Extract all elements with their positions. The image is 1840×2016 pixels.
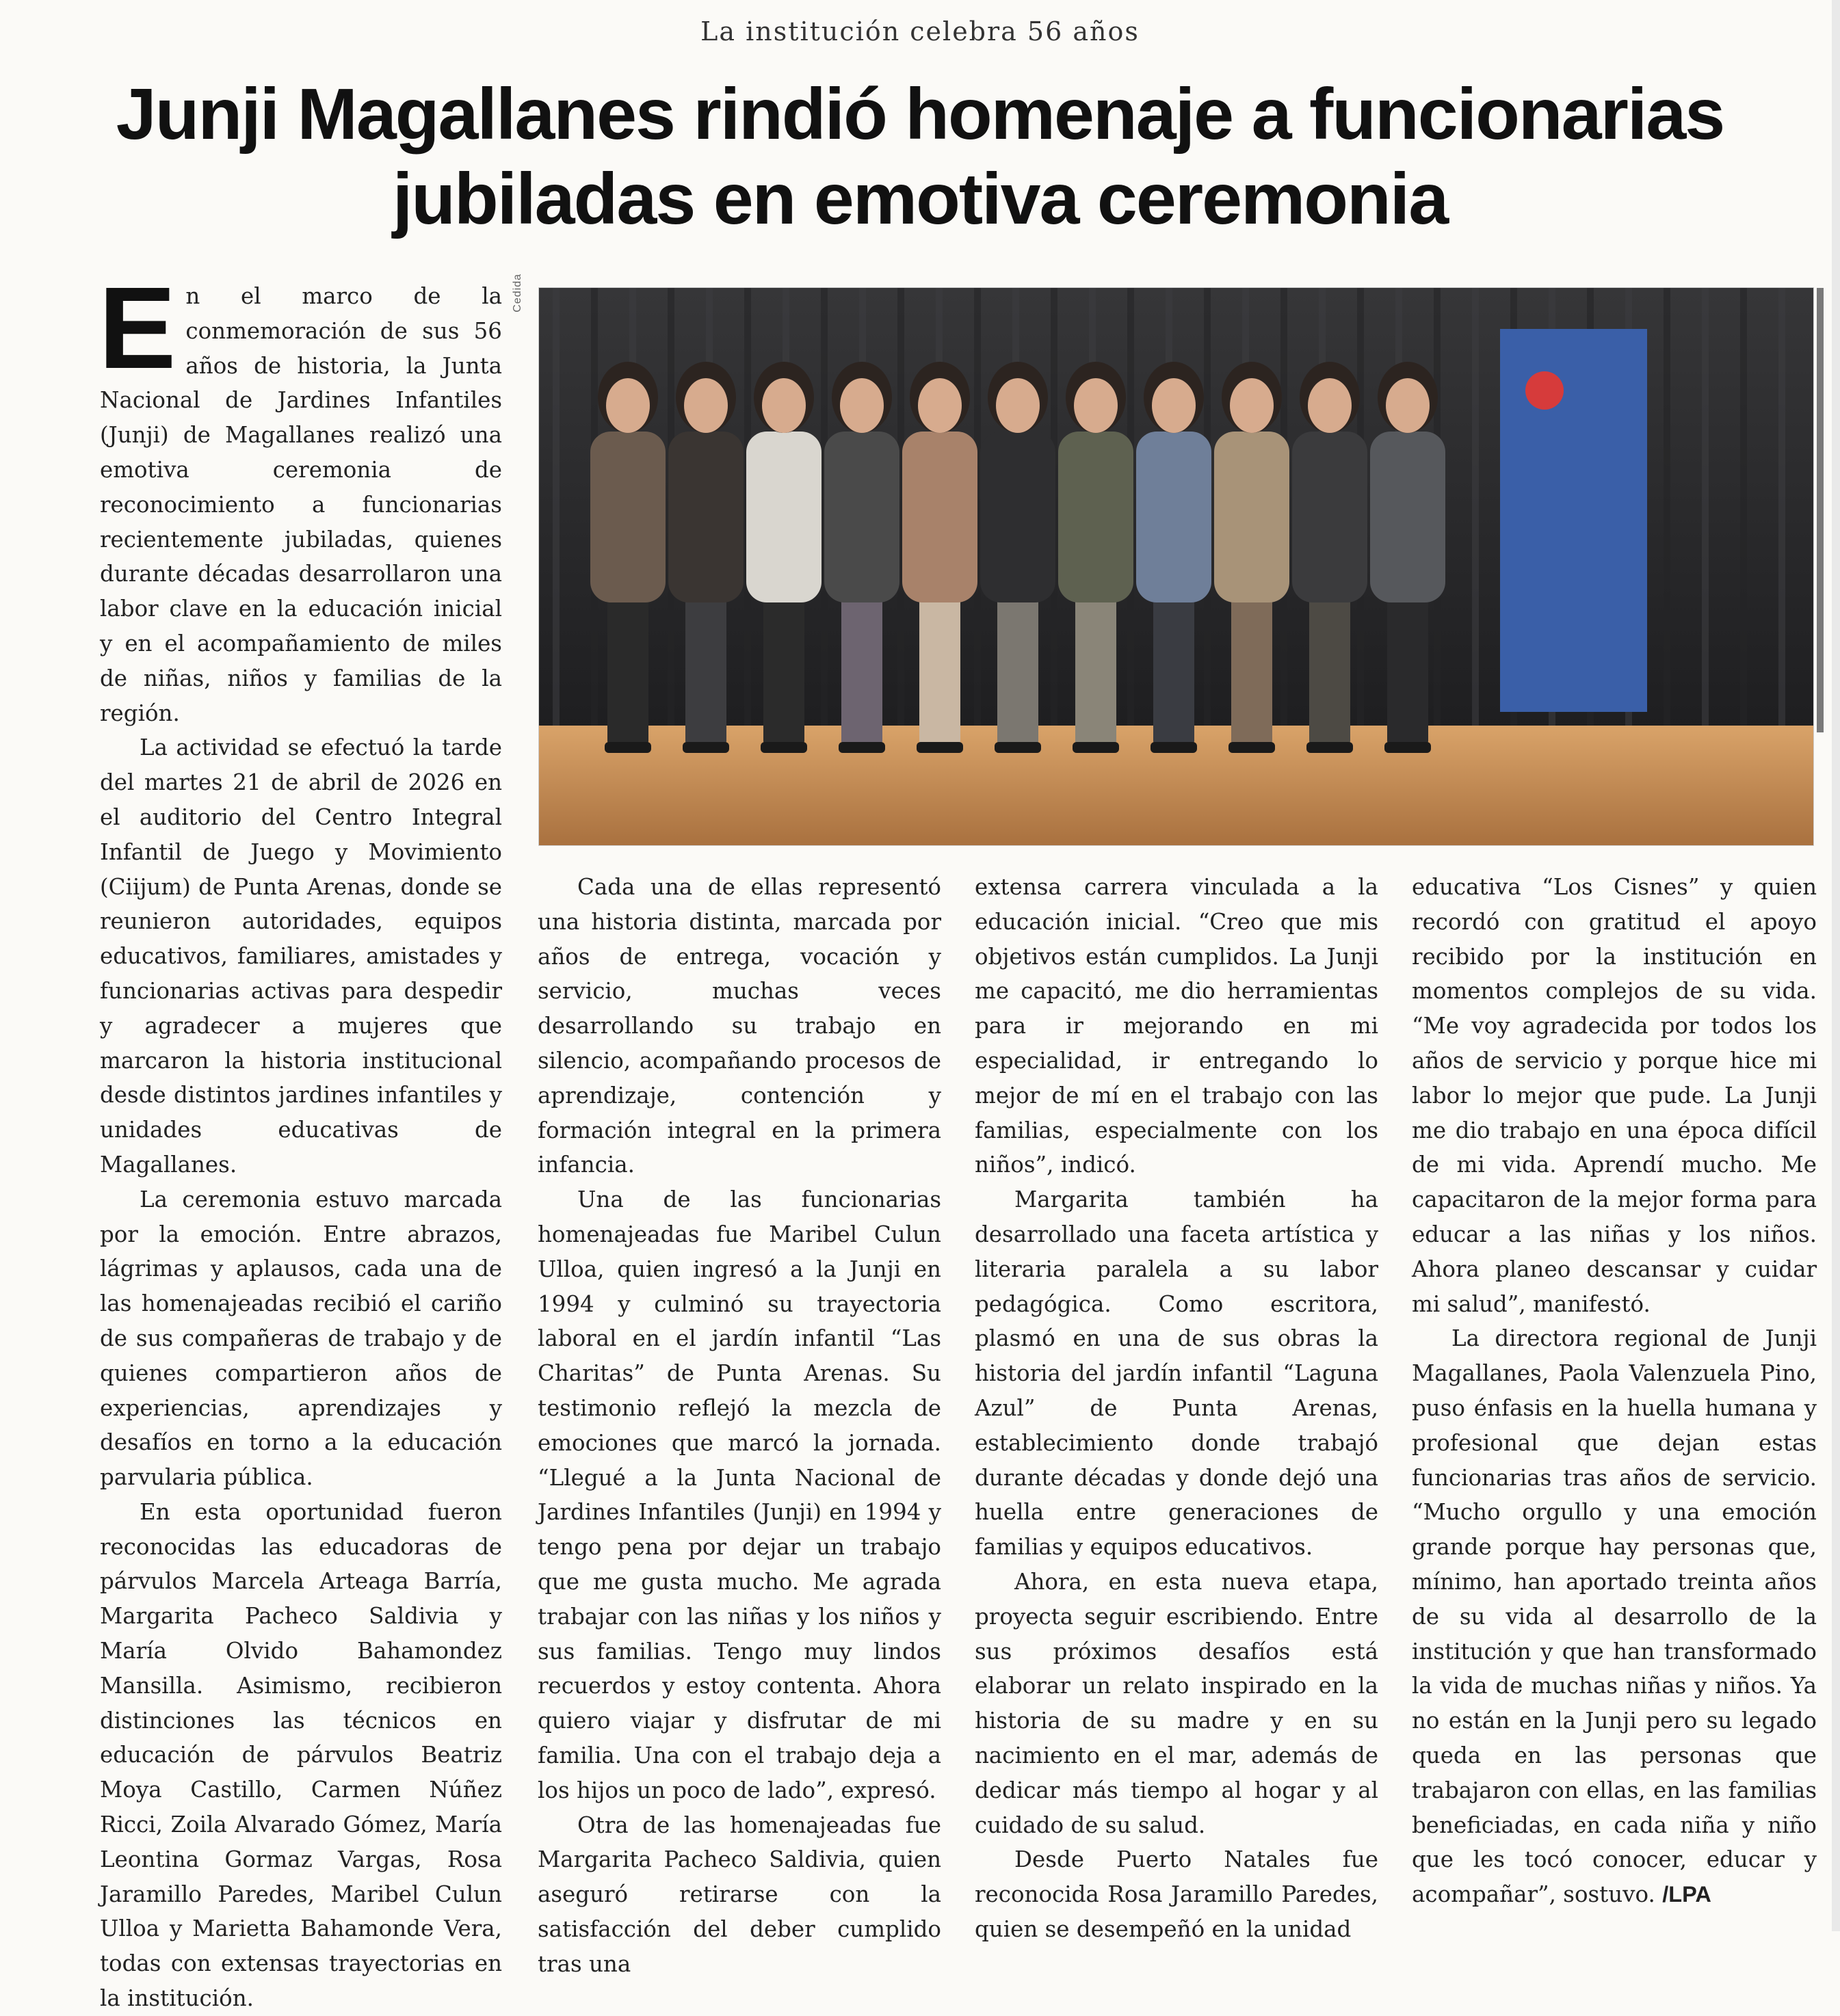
curtain-fold: [1702, 288, 1709, 732]
paragraph: Cada una de ellas representó una historia distinta, marcada por años de entrega, vocación y servicio, muchas veces desarrollando su trabajo en silencio, acompañando procesos de aprendizaje, contención y formación integral en la primera infancia.: [538, 874, 941, 1178]
drop-cap: E: [98, 263, 176, 393]
honoree-face: [1152, 378, 1196, 433]
banner-logo: [1525, 371, 1564, 410]
group-photo: [538, 287, 1814, 846]
honoree-face: [1074, 378, 1118, 433]
honoree-face: [1386, 378, 1430, 433]
paragraph: En esta oportunidad fueron reconocidas las educadoras de párvulos Marcela Arteaga Barría, Margarita Pacheco Saldivia y María Olvido Bahamondez Mansilla. Asimismo, recibieron distinciones las técnicos en educación de párvulos Beatriz Moya Castillo, Carmen Núñez Ricci, Zoila Alvarado Gómez, María Leontina Gormaz Vargas, Rosa Jaramillo Paredes, Maribel Culun Ulloa y Marietta Bahamonde Vera, todas con extensas trayectorias en la institución.: [100, 1498, 502, 2012]
paragraph: Otra de las homenajeadas fue Margarita Pacheco Saldivia, quien aseguró retirarse con la satisfacción del deber cumplido tras una: [538, 1812, 941, 1977]
honoree-shoes: [1073, 742, 1119, 753]
honoree-shoes: [1151, 742, 1197, 753]
photo-credit: Cedida: [512, 274, 523, 313]
honoree-coat: [1214, 432, 1289, 602]
paragraph: Margarita también ha desarrollado una faceta artística y literaria paralela a su labor pedagógica. Como escritora, plasmó en una de sus obras la historia del jardín infantil “Laguna Azul” de Punta Arenas, establecimiento donde trabajó durante décadas y donde dejó una huella entre generaciones de familias y equipos educativos.: [975, 1186, 1378, 1561]
honoree-shoes: [995, 742, 1041, 753]
lead-paragraph: [98, 263, 502, 730]
paragraph: La ceremonia estuvo marcada por la emoción. Entre abrazos, lágrimas y aplausos, cada una de las homenajeadas recibió el cariño de sus compañeras de trabajo y de quienes compartieron años de experiencias, aprendizajes y desafíos en torno a la educación parvularia pública.: [100, 1186, 502, 1491]
paragraph: [1412, 1321, 1817, 1912]
article-column-3: [975, 870, 1378, 1942]
paragraph: educativa “Los Cisnes” y quien recordó con gratitud el apoyo recibido por la institución en momentos complejos de su vida. “Me voy agradecida por todos los años de servicio y porque hice mi labor lo mejor que pude. La Junji me dio trabajo en una época difícil de mi vida. Aprendí mucho. Me capacitaron de la mejor forma para educar a las niñas y los niños. Ahora planeo descansar y cuidar mi salud”, manifestó.: [1412, 874, 1817, 1317]
paragraph: Ahora, en esta nueva etapa, proyecta seguir escribiendo. Entre sus próximos desafíos está elaborar un relato inspirado en la historia de su madre y en su nacimiento en el mar, además de dedicar más tiempo al hogar y al cuidado de su salud.: [975, 1568, 1378, 1838]
curtain-fold: [1817, 288, 1824, 732]
article-kicker: La institución celebra 56 años: [700, 16, 1140, 47]
honoree-shoes: [683, 742, 729, 753]
curtain-fold: [1472, 288, 1479, 732]
honoree-coat: [746, 432, 822, 602]
photo-canvas: [539, 288, 1813, 845]
honorees-group: [590, 362, 1445, 753]
honoree-face: [606, 378, 650, 433]
lead-text: n el marco de la conmemoración de sus 56 años de historia, la Junta Nacional de Jardines Infantiles (Junji) de Magallanes realizó una emotiva ceremonia de reconocimiento a funcionarias recientemente jubiladas, quienes durante décadas desarrollaron una labor clave en la educación inicial y en el acompañamiento de miles de niñas, niños y familias de la región.: [100, 283, 502, 726]
paragraph: extensa carrera vinculada a la educación inicial. “Creo que mis objetivos están cumplidos. La Junji me capacitó, me dio herramientas para ir mejorando en mi especialidad, ir entregando lo mejor de mí en el trabajo con las familias, especialmente con los niños”, indicó.: [975, 874, 1378, 1178]
article-column-1: [98, 263, 502, 2012]
honoree-face: [762, 378, 806, 433]
curtain-fold: [553, 288, 560, 732]
honoree-face: [996, 378, 1040, 433]
honoree-coat: [1370, 432, 1445, 602]
honoree-shoes: [605, 742, 651, 753]
honoree-face: [918, 378, 962, 433]
honoree-coat: [668, 432, 744, 602]
honoree-coat: [1292, 432, 1367, 602]
institution-banner: [1500, 329, 1647, 712]
honoree-coat: [980, 432, 1055, 602]
page-edge: [1832, 0, 1840, 1931]
honoree-face: [1308, 378, 1352, 433]
curtain-fold: [1740, 288, 1747, 732]
honoree-shoes: [761, 742, 807, 753]
honoree-shoes: [839, 742, 885, 753]
byline: /LPA: [1662, 1882, 1711, 1907]
honoree-coat: [1136, 432, 1211, 602]
curtain-fold: [1664, 288, 1670, 732]
article-column-2: [538, 870, 941, 1977]
honoree-face: [840, 378, 884, 433]
honoree-coat: [590, 432, 666, 602]
curtain-fold: [1778, 288, 1785, 732]
paragraph-text: La directora regional de Junji Magallanes, Paola Valenzuela Pino, puso énfasis en la huella humana y profesional que dejan estas funcionarias tras años de servicio. “Mucho orgullo y una emoción grande porque hay personas que, mínimo, han aportado treinta años de su vida al desarrollo de la institución y que han transformado la vida de muchas niñas y niños. Ya no están en la Junji pero su legado queda en las personas que trabajaron con ellas, en las familias beneficiadas, en cada niña y niño que les tocó conocer, educar y acompañar”, sostuvo.: [1412, 1325, 1817, 1908]
article-column-4: [1412, 870, 1817, 1926]
honoree-shoes: [1228, 742, 1275, 753]
honoree-shoes: [1306, 742, 1353, 753]
honoree-face: [1230, 378, 1274, 433]
paragraph: La actividad se efectuó la tarde del martes 21 de abril de 2026 en el auditorio del Centro Integral Infantil de Juego y Movimiento (Ciijum) de Punta Arenas, donde se reunieron autoridades, equipos educativos, familiares, amistades y funcionarias activas para despedir y agradecer a mujeres que marcaron la historia institucional desde distintos jardines infantiles y unidades educativas de Magallanes.: [100, 734, 502, 1178]
honoree-coat: [824, 432, 899, 602]
honoree-coat: [1058, 432, 1133, 602]
honoree-coat: [902, 432, 977, 602]
honoree-shoes: [917, 742, 963, 753]
honoree-shoes: [1384, 742, 1431, 753]
honoree-face: [684, 378, 728, 433]
article-headline: Junji Magallanes rindió homenaje a funcionarias jubiladas en emotiva ceremonia: [116, 74, 1724, 239]
paragraph: Una de las funcionarias homenajeadas fue Maribel Culun Ulloa, quien ingresó a la Junji en 1994 y culminó su trayectoria laboral en el jardín infantil “Las Charitas” de Punta Arenas. Su testimonio reflejó la mezcla de emociones que marcó la jornada. “Llegué a la Junta Nacional de Jardines Infantiles (Junji) en 1994 y tengo pena por dejar un trabajo que me gusta mucho. Me agrada trabajar con las niñas y los niños y sus familias. Tengo muy lindos recuerdos y estoy contenta. Ahora quiero viajar y disfrutar de mi familia. Una con el trabajo deja a los hijos un poco de lado”, expresó.: [538, 1186, 941, 1803]
paragraph: Desde Puerto Natales fue reconocida Rosa Jaramillo Paredes, quien se desempeñó en la unidad: [975, 1846, 1378, 1942]
